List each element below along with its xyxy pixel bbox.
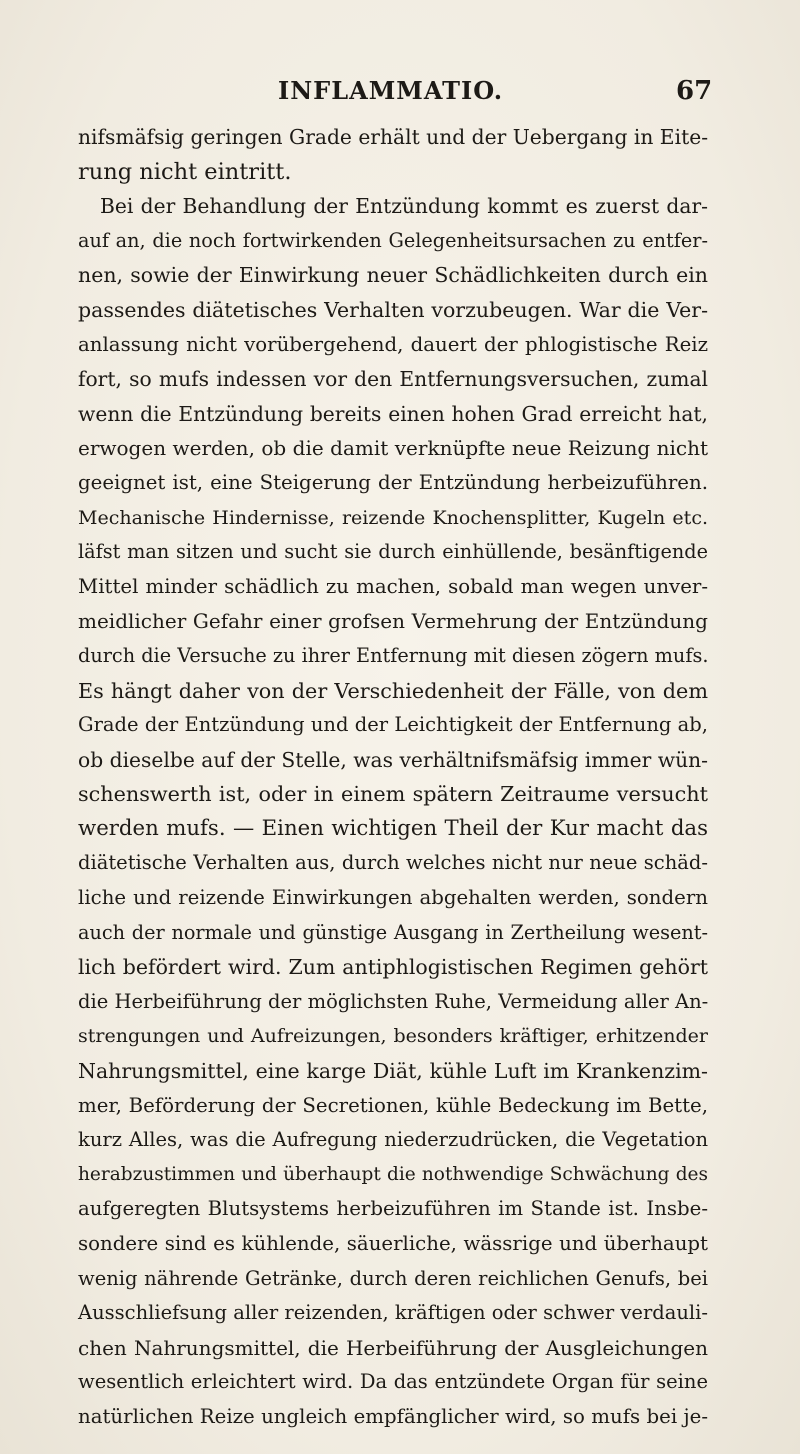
- text-line: läfst man sitzen und sucht sie durch einhüllende, besänftigende: [78, 540, 708, 564]
- body-text: [78, 120, 708, 1435]
- text-line: meidlicher Gefahr einer grofsen Vermehrung der Entzündung: [78, 609, 708, 634]
- text-line: fort, so mufs indessen vor den Entfernungsversuchen, zumal: [78, 367, 708, 392]
- text-line: Ausschliefsung aller reizenden, kräftigen oder schwer verdauli-: [78, 1301, 708, 1325]
- text-line: strengungen und Aufreizungen, besonders kräftiger, erhitzender: [78, 1025, 708, 1048]
- text-line: anlassung nicht vorübergehend, dauert der phlogistische Reiz: [78, 332, 708, 356]
- text-line: mer, Beförderung der Secretionen, kühle Bedeckung im Bette,: [78, 1093, 708, 1117]
- page-header: [0, 76, 800, 116]
- text-line: sondere sind es kühlende, säuerliche, wässrige und überhaupt: [78, 1232, 708, 1255]
- text-line: aufgeregten Blutsystems herbeizuführen im Stande ist. Insbe-: [78, 1197, 708, 1221]
- text-line: Mittel minder schädlich zu machen, sobald man wegen unver-: [78, 574, 708, 598]
- text-line: werden mufs. — Einen wichtigen Theil der Kur macht das: [78, 815, 708, 841]
- text-line: durch die Versuche zu ihrer Entfernung mit diesen zögern mufs.: [78, 643, 709, 667]
- text-line: natürlichen Reize ungleich empfänglicher wird, so mufs bei je-: [78, 1404, 708, 1428]
- text-line: wesentlich erleichtert wird. Da das entzündete Organ für seine: [78, 1370, 708, 1394]
- text-line: Nahrungsmittel, eine karge Diät, kühle Luft im Krankenzim-: [78, 1059, 708, 1084]
- text-line: nen, sowie der Einwirkung neuer Schädlichkeiten durch ein: [78, 263, 708, 288]
- text-line: lich befördert wird. Zum antiphlogistischen Regimen gehört: [78, 955, 708, 980]
- text-line: auf an, die noch fortwirkenden Gelegenheitsursachen zu entfer-: [78, 228, 708, 252]
- text-line: kurz Alles, was die Aufregung niederzudrücken, die Vegetation: [78, 1128, 708, 1152]
- text-line: Bei der Behandlung der Entzündung kommt es zuerst dar-: [100, 194, 708, 219]
- text-line: Grade der Entzündung und der Leichtigkeit der Entfernung ab,: [78, 713, 708, 737]
- text-line: passendes diätetisches Verhalten vorzubeugen. War die Ver-: [78, 297, 708, 322]
- text-line: diätetische Verhalten aus, durch welches nicht nur neue schäd-: [78, 851, 708, 875]
- text-line: chen Nahrungsmittel, die Herbeiführung der Ausgleichungen: [78, 1335, 708, 1360]
- text-line: rung nicht eintritt.: [78, 158, 292, 185]
- text-line: Mechanische Hindernisse, reizende Knochensplitter, Kugeln etc.: [78, 506, 708, 529]
- text-line: auch der normale und günstige Ausgang in Zertheilung wesent-: [78, 920, 708, 944]
- page-number: 67: [676, 76, 713, 106]
- text-line: liche und reizende Einwirkungen abgehalten werden, sondern: [78, 886, 708, 910]
- running-title: INFLAMMATIO.: [278, 76, 504, 105]
- text-line: schenswerth ist, oder in einem spätern Zeitraume versucht: [78, 782, 708, 807]
- text-line: ob dieselbe auf der Stelle, was verhältnifsmäfsig immer wün-: [78, 747, 708, 772]
- text-line: erwogen werden, ob die damit verknüpfte neue Reizung nicht: [78, 436, 708, 461]
- text-line: herabzustimmen und überhaupt die nothwendige Schwächung des: [78, 1163, 708, 1185]
- text-line: nifsmäfsig geringen Grade erhält und der Uebergang in Eite-: [78, 125, 709, 149]
- text-line: Es hängt daher von der Verschiedenheit der Fälle, von dem: [78, 678, 708, 703]
- text-line: wenig nährende Getränke, durch deren reichlichen Genufs, bei: [78, 1266, 708, 1290]
- text-line: geeignet ist, eine Steigerung der Entzündung herbeizuführen.: [78, 470, 708, 494]
- text-line: die Herbeiführung der möglichsten Ruhe, Vermeidung aller An-: [78, 989, 709, 1013]
- text-line: wenn die Entzündung bereits einen hohen Grad erreicht hat,: [78, 401, 708, 426]
